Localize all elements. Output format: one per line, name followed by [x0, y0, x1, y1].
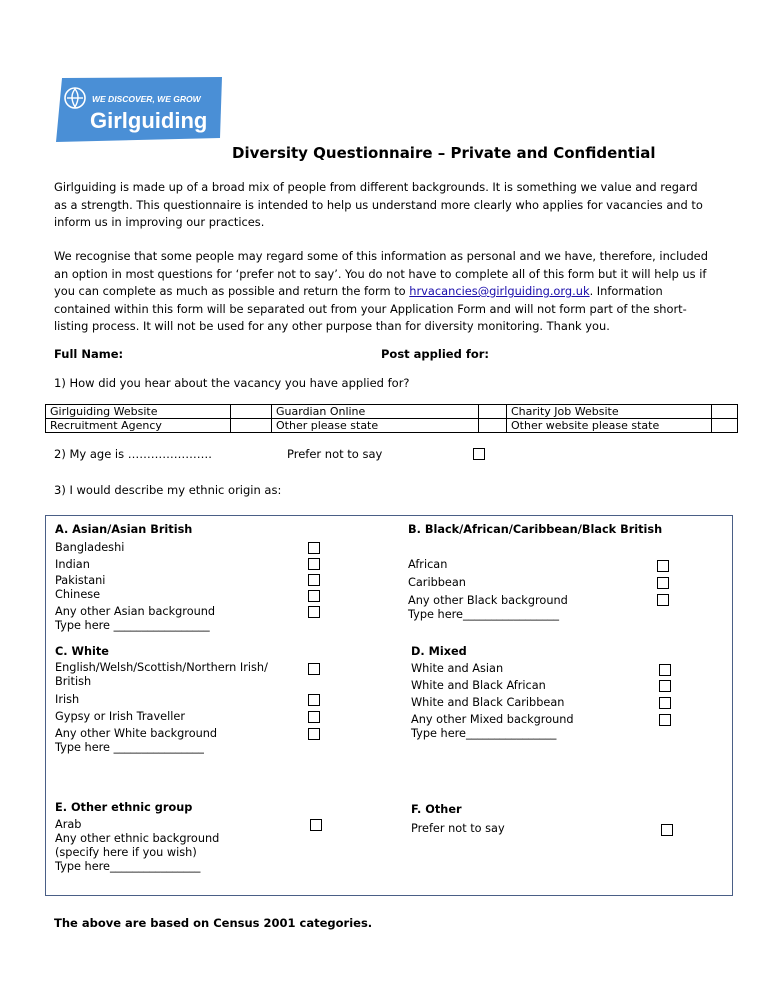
- other-asian-checkbox[interactable]: [308, 606, 320, 618]
- option-label: Gypsy or Irish Traveller: [55, 710, 185, 723]
- table-row: [46, 419, 738, 433]
- intro-paragraph: Girlguiding is made up of a broad mix of people from different backgrounds. It is something we value and regard as a strength. This questionnaire is intended to help us understand more clearly who applies for vacancies and to inform us in improving our practices.: [54, 180, 703, 229]
- option-label: Pakistani: [55, 574, 106, 587]
- option-label: English/Welsh/Scottish/Northern Irish/: [55, 661, 268, 674]
- option-label: Any other White background: [55, 727, 218, 740]
- post-applied-label: Post applied for:: [381, 347, 489, 361]
- arab-checkbox[interactable]: [310, 819, 322, 831]
- white-black-african-checkbox[interactable]: [659, 680, 671, 692]
- option-label: British: [55, 675, 92, 688]
- white-black-caribbean-checkbox[interactable]: [659, 697, 671, 709]
- email-link[interactable]: hrvacancies@girlguiding.org.uk: [409, 284, 590, 298]
- option-label: Caribbean: [408, 576, 466, 589]
- source-check-cell[interactable]: [479, 405, 507, 419]
- table-row: [46, 405, 738, 419]
- type-here-field[interactable]: Type here________________: [55, 860, 201, 873]
- section-a-title: A. Asian/Asian British: [55, 523, 193, 536]
- source-cell: Other website please state: [507, 419, 712, 433]
- prefer-not-checkbox[interactable]: [661, 824, 673, 836]
- source-cell: Guardian Online: [272, 405, 479, 419]
- source-cell: Charity Job Website: [507, 405, 712, 419]
- vacancy-source-table: [45, 404, 738, 433]
- option-label: Prefer not to say: [411, 822, 505, 835]
- section-f-title: F. Other: [411, 803, 462, 816]
- indian-checkbox[interactable]: [308, 558, 320, 570]
- other-black-checkbox[interactable]: [657, 594, 669, 606]
- question-2: 2) My age is ………………….: [54, 447, 212, 461]
- age-prefer-not-checkbox[interactable]: [473, 448, 485, 460]
- british-checkbox[interactable]: [308, 663, 320, 675]
- option-label: Chinese: [55, 588, 101, 601]
- source-cell: Girlguiding Website: [46, 405, 231, 419]
- bangladeshi-checkbox[interactable]: [308, 542, 320, 554]
- option-label: Any other ethnic background: [55, 832, 220, 845]
- source-check-cell[interactable]: [712, 405, 738, 419]
- question-1: 1) How did you hear about the vacancy you have applied for?: [54, 376, 410, 390]
- other-mixed-checkbox[interactable]: [659, 714, 671, 726]
- pakistani-checkbox[interactable]: [308, 574, 320, 586]
- african-checkbox[interactable]: [657, 560, 669, 572]
- option-label: Indian: [55, 558, 90, 571]
- gypsy-traveller-checkbox[interactable]: [308, 711, 320, 723]
- option-label: Any other Mixed background: [411, 713, 574, 726]
- type-here-field[interactable]: Type here _________________: [55, 619, 210, 632]
- type-here-field[interactable]: Type here_________________: [408, 608, 560, 621]
- option-label: Bangladeshi: [55, 541, 125, 554]
- privacy-paragraph: We recognise that some people may regard some of this information as personal and we have, therefore, included an option in most questions for ‘prefer not to say’. You do not have to complete all of this form but it will help us if you can complete as much as possible and return the form to hrvacancies@girlguiding.org.uk. Information contained within this form will be separated out from your Application Form and will not form part of the short-listing process. It will not be used for any other purpose than for diversity monitoring. Thank you.: [54, 249, 708, 333]
- option-label: Any other Black background: [408, 594, 568, 607]
- age-prefer-not-label: Prefer not to say: [287, 447, 383, 461]
- caribbean-checkbox[interactable]: [657, 577, 669, 589]
- girlguiding-logo: [54, 76, 224, 143]
- section-b-title: B. Black/African/Caribbean/Black British: [408, 523, 663, 536]
- white-asian-checkbox[interactable]: [659, 664, 671, 676]
- footer-note: The above are based on Census 2001 categories.: [54, 916, 373, 930]
- section-c-title: C. White: [55, 645, 109, 658]
- irish-checkbox[interactable]: [308, 694, 320, 706]
- option-label: White and Black African: [411, 679, 546, 692]
- svg-text:Girlguiding: Girlguiding: [90, 108, 208, 133]
- source-check-cell[interactable]: [231, 419, 272, 433]
- source-cell: Recruitment Agency: [46, 419, 231, 433]
- section-e-title: E. Other ethnic group: [55, 801, 193, 814]
- option-label: (specify here if you wish): [55, 846, 197, 859]
- option-label: Arab: [55, 818, 82, 831]
- other-white-checkbox[interactable]: [308, 728, 320, 740]
- type-here-field[interactable]: Type here________________: [411, 727, 557, 740]
- option-label: White and Asian: [411, 662, 504, 675]
- option-label: Any other Asian background: [55, 605, 216, 618]
- source-check-cell[interactable]: [231, 405, 272, 419]
- source-cell: Other please state: [272, 419, 479, 433]
- question-3: 3) I would describe my ethnic origin as:: [54, 483, 282, 497]
- type-here-field[interactable]: Type here ________________: [55, 741, 204, 754]
- chinese-checkbox[interactable]: [308, 590, 320, 602]
- svg-text:WE DISCOVER, WE GROW: WE DISCOVER, WE GROW: [92, 94, 201, 104]
- option-label: African: [408, 558, 448, 571]
- option-label: White and Black Caribbean: [411, 696, 565, 709]
- full-name-label: Full Name:: [54, 347, 124, 361]
- section-d-title: D. Mixed: [411, 645, 467, 658]
- page-title: Diversity Questionnaire – Private and Confidential: [232, 144, 656, 162]
- source-check-cell[interactable]: [712, 419, 738, 433]
- source-check-cell[interactable]: [479, 419, 507, 433]
- option-label: Irish: [55, 693, 80, 706]
